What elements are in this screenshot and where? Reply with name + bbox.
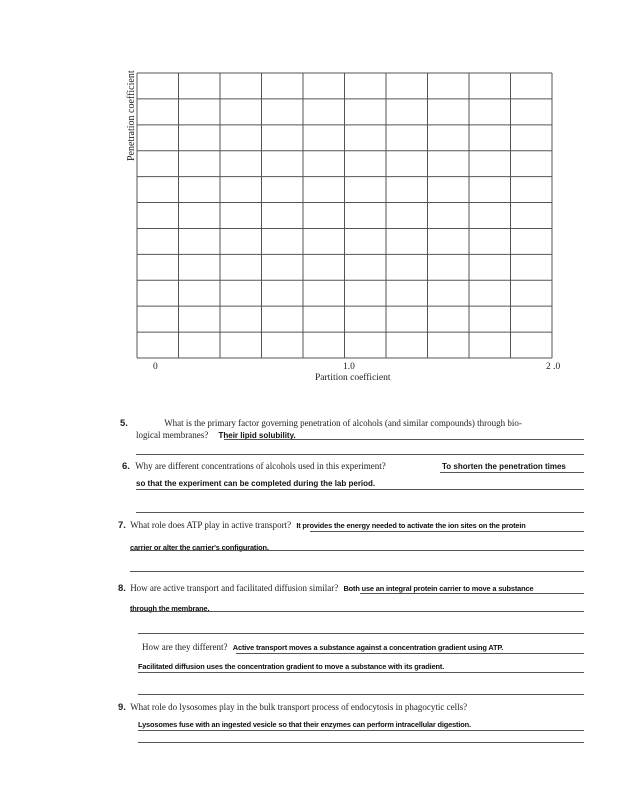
question-number: 6.: [122, 461, 130, 472]
answer-line: [138, 694, 584, 695]
question-text: What role do lysosomes play in the bulk transport process of endocytosis in phagocytic cells?: [130, 702, 468, 712]
question-9: [118, 702, 467, 713]
answer-text: Active transport moves a substance against a concentration gradient using ATP.: [232, 643, 504, 652]
answer-line: [130, 571, 584, 572]
answer-line: [440, 472, 584, 473]
x-tick-1: 1.0: [343, 362, 355, 372]
answer-line: [136, 512, 584, 513]
question-number: 8.: [118, 583, 126, 594]
question-text: How are they different?: [142, 642, 228, 652]
question-6: [122, 461, 386, 472]
answer-line: [360, 593, 584, 594]
answer-text: so that the experiment can be completed during the lab period.: [136, 479, 376, 488]
question-number: 5.: [120, 418, 128, 429]
answer-line: [130, 550, 584, 551]
answer-line: [136, 489, 584, 490]
answer-line: [236, 653, 584, 654]
answer-text: through the membrane.: [130, 604, 210, 613]
question-text: What is the primary factor governing penetration of alcohols (and similar compounds) through bio-: [164, 418, 522, 428]
answer-line: [138, 742, 584, 743]
x-tick-2: 2 .0: [546, 362, 561, 372]
question-8-sub: [142, 642, 503, 652]
question-5: [120, 418, 522, 429]
y-axis-title: Penetration coefficient: [126, 70, 137, 161]
question-text: What role does ATP play in active transport?: [130, 520, 292, 530]
answer-line: [138, 633, 584, 634]
answer-text: Facilitated diffusion uses the concentration gradient to move a substance with its gradient.: [138, 662, 445, 671]
question-text: How are active transport and facilitated diffusion similar?: [130, 583, 339, 593]
answer-line: [310, 531, 584, 532]
answer-line: [138, 730, 584, 731]
answer-text: Both use an integral protein carrier to move a substance: [343, 584, 534, 593]
answer-line: [130, 611, 584, 612]
question-text: logical membranes?: [136, 430, 209, 440]
x-axis-title: Partition coefficient: [315, 373, 391, 383]
question-text: Why are different concentrations of alcohols used in this experiment?: [135, 461, 386, 471]
question-number: 9.: [118, 702, 126, 713]
question-7: [118, 520, 526, 531]
answer-text: Their lipid solubility.: [218, 431, 296, 440]
answer-text: To shorten the penetration times: [442, 462, 566, 471]
x-tick-0: 0: [153, 362, 158, 372]
answer-text: Lysosomes fuse with an ingested vesicle so that their enzymes can perform intracellular digestion.: [138, 720, 471, 729]
blank-graph-grid: [0, 0, 638, 400]
answer-line: [224, 439, 584, 440]
answer-text: carrier or alter the carrier's configuration.: [130, 543, 269, 552]
answer-line: [136, 454, 584, 455]
question-number: 7.: [118, 520, 126, 531]
answer-text: It provides the energy needed to activate the ion sites on the protein: [296, 521, 526, 530]
answer-line: [138, 672, 584, 673]
